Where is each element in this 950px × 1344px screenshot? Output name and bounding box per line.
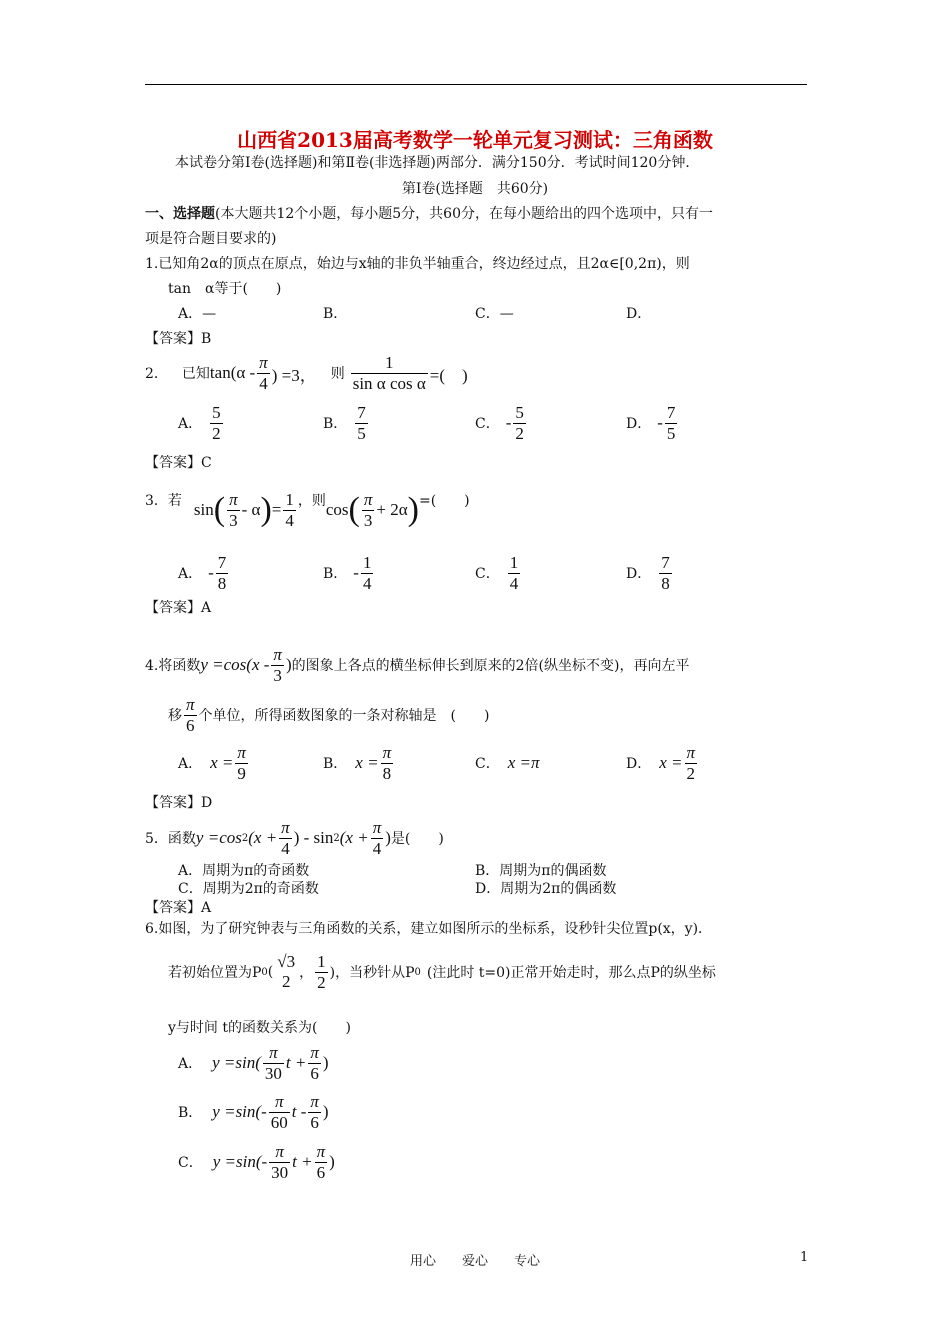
q6-one-half	[315, 952, 328, 993]
q3-eq: =	[271, 500, 282, 519]
option-fraction-2	[315, 1142, 328, 1183]
frac-num: π	[237, 742, 246, 762]
q3-minus-alpha: - α	[241, 500, 261, 519]
option-label: C．	[475, 566, 500, 582]
option-label: D．	[626, 416, 652, 432]
q3-cos: cos	[325, 500, 349, 519]
q1-stem-line1: 1.已知角2α的顶点在原点，始边与x轴的非负半轴重合，终边经过点，且2α∈[0,2π)，则	[145, 256, 690, 272]
q3-lparen: (	[213, 491, 226, 528]
q2-number: 2．	[145, 366, 168, 382]
q3-option-c	[475, 550, 522, 596]
q5-square: 2	[241, 832, 249, 844]
q3-plus-2alpha: + 2α	[376, 500, 408, 519]
frac-den: 30	[264, 1063, 282, 1083]
option-fraction	[216, 553, 229, 594]
option-fraction	[665, 403, 678, 444]
q3-pi-over-3b	[362, 490, 375, 531]
frac-num: π	[273, 644, 282, 664]
option-fraction-1	[263, 1043, 284, 1084]
q3-pi-over-3	[227, 490, 240, 531]
q6-sqrt3-over-2	[275, 952, 297, 992]
q3-answer-value: A	[201, 600, 212, 616]
frac-num: π	[274, 1091, 284, 1111]
option-label: A．	[178, 756, 203, 772]
frac-num: 1	[509, 552, 519, 572]
q3-expr2	[326, 484, 419, 536]
q1-option-d: D．	[626, 306, 652, 322]
q4-option-b	[323, 740, 395, 786]
q4-l2-prefix: 移	[168, 708, 182, 724]
frac-den: 3	[273, 665, 282, 685]
frac-num: π	[269, 1042, 278, 1062]
option-fraction-1	[269, 1142, 290, 1183]
frac-den: 4	[259, 373, 268, 393]
option-expr: x =π	[507, 753, 540, 772]
q3-number: 3．若	[145, 493, 182, 509]
frac-den: 3	[363, 510, 373, 530]
frac-den: 3	[229, 510, 238, 530]
q6-comma: ，	[299, 965, 314, 981]
q1-answer-value: B	[201, 331, 212, 347]
frac-num: π	[186, 694, 195, 714]
frac-num: 1	[317, 951, 326, 971]
q6-l2d: (注此时 t=0)正常开始走时，那么点P的纵坐标	[426, 965, 716, 981]
q5-option-c: C．周期为2π的奇函数	[178, 881, 319, 897]
q4-option-c	[475, 740, 540, 786]
option-label: C．	[178, 1155, 203, 1171]
section-label: 一、选择题	[145, 206, 215, 222]
option-expr: x =	[210, 753, 234, 772]
answer-label: 【答案】	[145, 600, 201, 616]
answer-label: 【答案】	[145, 331, 201, 347]
frac-num: √3	[277, 952, 296, 971]
q6-option-b	[178, 1089, 329, 1135]
q2-answer-value: C	[201, 455, 212, 471]
option-fraction-2	[308, 1092, 321, 1133]
answer-label: 【答案】	[145, 900, 201, 916]
q6-option-c	[178, 1139, 335, 1185]
frac-den: 30	[271, 1162, 289, 1182]
q2-tail: =( )	[429, 365, 468, 385]
q5-f5: )	[385, 828, 391, 847]
section-heading	[145, 203, 713, 223]
option-fraction-1	[269, 1092, 290, 1133]
option-expr: x =	[355, 753, 379, 772]
q5-prefix: 5．函数	[145, 831, 196, 847]
q1-answer	[145, 328, 211, 348]
q6-sub0: 0	[261, 966, 268, 978]
frac-den: 5	[357, 423, 366, 443]
page-number: 1	[800, 1250, 809, 1265]
q1-option-b: B．	[323, 306, 348, 322]
q5-answer	[145, 897, 211, 917]
frac-den: 6	[186, 715, 195, 735]
frac-den: 6	[316, 1162, 326, 1182]
q4-pi-over-3	[271, 645, 284, 686]
option-fraction	[685, 743, 698, 784]
q4-prefix: 4.将函数	[145, 658, 201, 674]
q4-l2-post: 个单位，所得函数图象的一条对称轴是 ( )	[198, 708, 490, 724]
frac-den: 2	[281, 972, 291, 991]
q5-square2: 2	[333, 832, 340, 844]
q5-post: 是( )	[390, 831, 444, 847]
option-fraction	[513, 403, 526, 444]
option-expr-mid: t +	[292, 1152, 313, 1171]
option-label: A．	[178, 416, 203, 432]
option-fraction	[659, 553, 672, 594]
option-fraction	[508, 553, 521, 594]
q3-one-quarter	[283, 490, 296, 531]
option-sign: -	[353, 563, 359, 582]
frac-den: 60	[270, 1112, 288, 1132]
option-expr: x =	[659, 753, 683, 772]
volume-heading: 第Ⅰ卷(选择题 共60分)	[401, 181, 549, 197]
frac-num: π	[310, 1042, 319, 1062]
frac-num: π	[363, 489, 373, 509]
option-label: B．	[178, 1105, 203, 1121]
q3-option-d	[626, 550, 674, 596]
frac-den: 4	[509, 573, 519, 593]
q4-answer	[145, 792, 212, 812]
q2-option-c	[475, 400, 528, 446]
option-label: B．	[323, 416, 348, 432]
q4-stem-line1	[145, 642, 689, 688]
frac-num: 7	[357, 402, 366, 422]
q1-option-a: A．—	[178, 306, 217, 322]
q5-pi-over-4	[279, 818, 292, 859]
q6-l2c: )，当秒针从P	[329, 965, 415, 981]
q3-option-b	[323, 550, 375, 596]
frac-num: 1	[285, 489, 294, 509]
frac-num: 5	[515, 402, 524, 422]
q2-main-fraction	[351, 353, 428, 394]
answer-label: 【答案】	[145, 795, 201, 811]
q5-stem	[145, 815, 444, 861]
q1-option-c: C．—	[475, 306, 514, 322]
option-expr-mid: t +	[285, 1053, 307, 1072]
q6-stem-line2	[168, 944, 716, 1000]
frac-den: 8	[382, 763, 392, 783]
frac-den: 6	[310, 1112, 319, 1132]
frac-den: 4	[362, 573, 372, 593]
q6-stem-line1: 6.如图，为了研究钟表与三角函数的关系，建立如图所示的坐标系，设秒针尖位置p(x，y)．	[145, 921, 713, 937]
frac-num: π	[372, 817, 382, 837]
q6-l2a: 若初始位置为P	[168, 965, 262, 981]
section-desc-line1: (本大题共12个小题，每小题5分，共60分，在每小题给出的四个选项中，只有一	[215, 206, 713, 222]
q5-answer-value: A	[201, 900, 212, 916]
option-fraction-2	[308, 1043, 321, 1084]
page-title: 山西省2013届高考数学一轮单元复习测试：三角函数	[237, 128, 713, 152]
q3-rparen2: )	[407, 491, 419, 528]
answer-label: 【答案】	[145, 455, 201, 471]
q2-then: 则	[330, 366, 345, 382]
option-label: A．	[178, 1056, 203, 1072]
q5-f3: ) - sin	[293, 828, 334, 847]
q4-stem-line2	[168, 692, 489, 738]
option-expr-pre: y =sin(-	[212, 1102, 267, 1121]
q3-stem	[145, 484, 470, 536]
frac-den: 8	[661, 573, 670, 593]
frac-den: 6	[310, 1063, 319, 1083]
frac-den: 2	[686, 763, 696, 783]
q3-tail: =( )	[418, 493, 470, 509]
option-sign: -	[657, 413, 663, 432]
q3-lparen2: (	[348, 491, 360, 528]
option-label: B．	[323, 566, 348, 582]
q2-option-d	[626, 400, 679, 446]
option-label: D．	[626, 566, 652, 582]
frac-num: π	[229, 489, 238, 509]
frac-den: 4	[285, 510, 294, 530]
q3-rparen: )	[260, 491, 272, 528]
frac-num: π	[686, 742, 696, 762]
frac-den: 2	[515, 423, 524, 443]
q6-sub0b: 0	[414, 966, 421, 978]
option-expr-pre: y =sin(-	[212, 1152, 268, 1171]
frac-den: 9	[237, 763, 246, 783]
option-label: C．	[475, 416, 500, 432]
option-expr-mid: t -	[291, 1102, 307, 1121]
q6-l2b: (	[267, 964, 274, 980]
header-rule	[145, 84, 807, 85]
frac-den: 8	[217, 573, 227, 593]
frac-num: 7	[666, 402, 676, 422]
option-fraction	[235, 743, 248, 784]
option-label: C．	[475, 756, 500, 772]
frac-num: 1	[384, 352, 394, 372]
q5-pi-over-4b	[371, 818, 384, 859]
option-expr-end: )	[322, 1053, 329, 1072]
q5-f4: (x +	[339, 828, 369, 847]
q3-answer	[145, 597, 211, 617]
frac-den: 4	[281, 838, 290, 858]
option-fraction	[381, 743, 394, 784]
q1-stem-line2: tan α等于( )	[168, 281, 282, 297]
option-label: B．	[323, 756, 348, 772]
q6-stem-line3: y与时间 t的函数关系为( )	[168, 1020, 351, 1036]
q2-option-b	[323, 400, 370, 446]
frac-num: π	[281, 817, 290, 837]
q5-option-a: A．周期为π的奇函数	[178, 863, 310, 879]
option-fraction	[361, 553, 374, 594]
q4-close: )	[285, 655, 292, 674]
frac-num: π	[259, 352, 268, 372]
frac-num: 5	[212, 402, 221, 422]
option-sign: -	[208, 563, 214, 582]
q4-option-a	[178, 740, 250, 786]
section-desc-line2: 项是符合题目要求的)	[145, 231, 277, 247]
frac-num: π	[382, 742, 392, 762]
frac-den: 2	[212, 423, 221, 443]
option-label: D．	[626, 756, 652, 772]
q3-option-a	[178, 550, 230, 596]
option-sign: -	[505, 413, 512, 432]
option-label: A．	[178, 566, 203, 582]
option-expr-pre: y =sin(	[212, 1053, 261, 1072]
q2-stem	[145, 350, 468, 396]
q4-post: 的图象上各点的横坐标伸长到原来的2倍(纵坐标不变)，再向左平	[291, 658, 690, 674]
q2-answer	[145, 452, 212, 472]
q2-tan-expr: tan(α -	[209, 363, 256, 382]
option-expr-end: )	[329, 1152, 335, 1171]
q3-expr	[194, 484, 298, 536]
q2-eq3: ) =3，	[271, 365, 317, 385]
q4-option-d	[626, 740, 699, 786]
frac-num: π	[275, 1141, 284, 1161]
frac-num: π	[316, 1141, 326, 1161]
frac-den: 5	[666, 423, 676, 443]
option-expr-end: )	[322, 1102, 329, 1121]
q4-answer-value: D	[201, 795, 213, 811]
frac-num: 1	[362, 552, 372, 572]
page-footer: 用心 爱心 专心	[409, 1254, 540, 1269]
option-fraction	[210, 403, 223, 444]
q2-pi-over-4	[257, 353, 270, 394]
q5-f2: (x +	[248, 828, 278, 847]
q5-f1: y =cos	[195, 828, 242, 847]
frac-den: 2	[317, 972, 326, 992]
q3-then: ，则	[297, 493, 326, 509]
q3-sin: sin	[193, 500, 214, 519]
frac-num: π	[310, 1091, 319, 1111]
q5-option-d: D．周期为2π的偶函数	[475, 881, 617, 897]
frac-num: 7	[661, 552, 670, 572]
q5-option-b: B．周期为π的偶函数	[475, 863, 607, 879]
frac-den: 4	[372, 838, 382, 858]
q6-option-a	[178, 1040, 329, 1086]
q2-prefix: 已知	[181, 366, 210, 382]
q4-func: y =cos(x -	[200, 655, 270, 674]
q4-pi-over-6	[184, 695, 197, 736]
frac-num: 7	[217, 552, 227, 572]
q2-option-a	[178, 400, 225, 446]
intro-text: 本试卷分第Ⅰ卷(选择题)和第Ⅱ卷(非选择题)两部分．满分150分．考试时间120分钟．	[175, 155, 700, 171]
frac-den: sin α cos α	[352, 373, 426, 393]
option-fraction	[355, 403, 368, 444]
